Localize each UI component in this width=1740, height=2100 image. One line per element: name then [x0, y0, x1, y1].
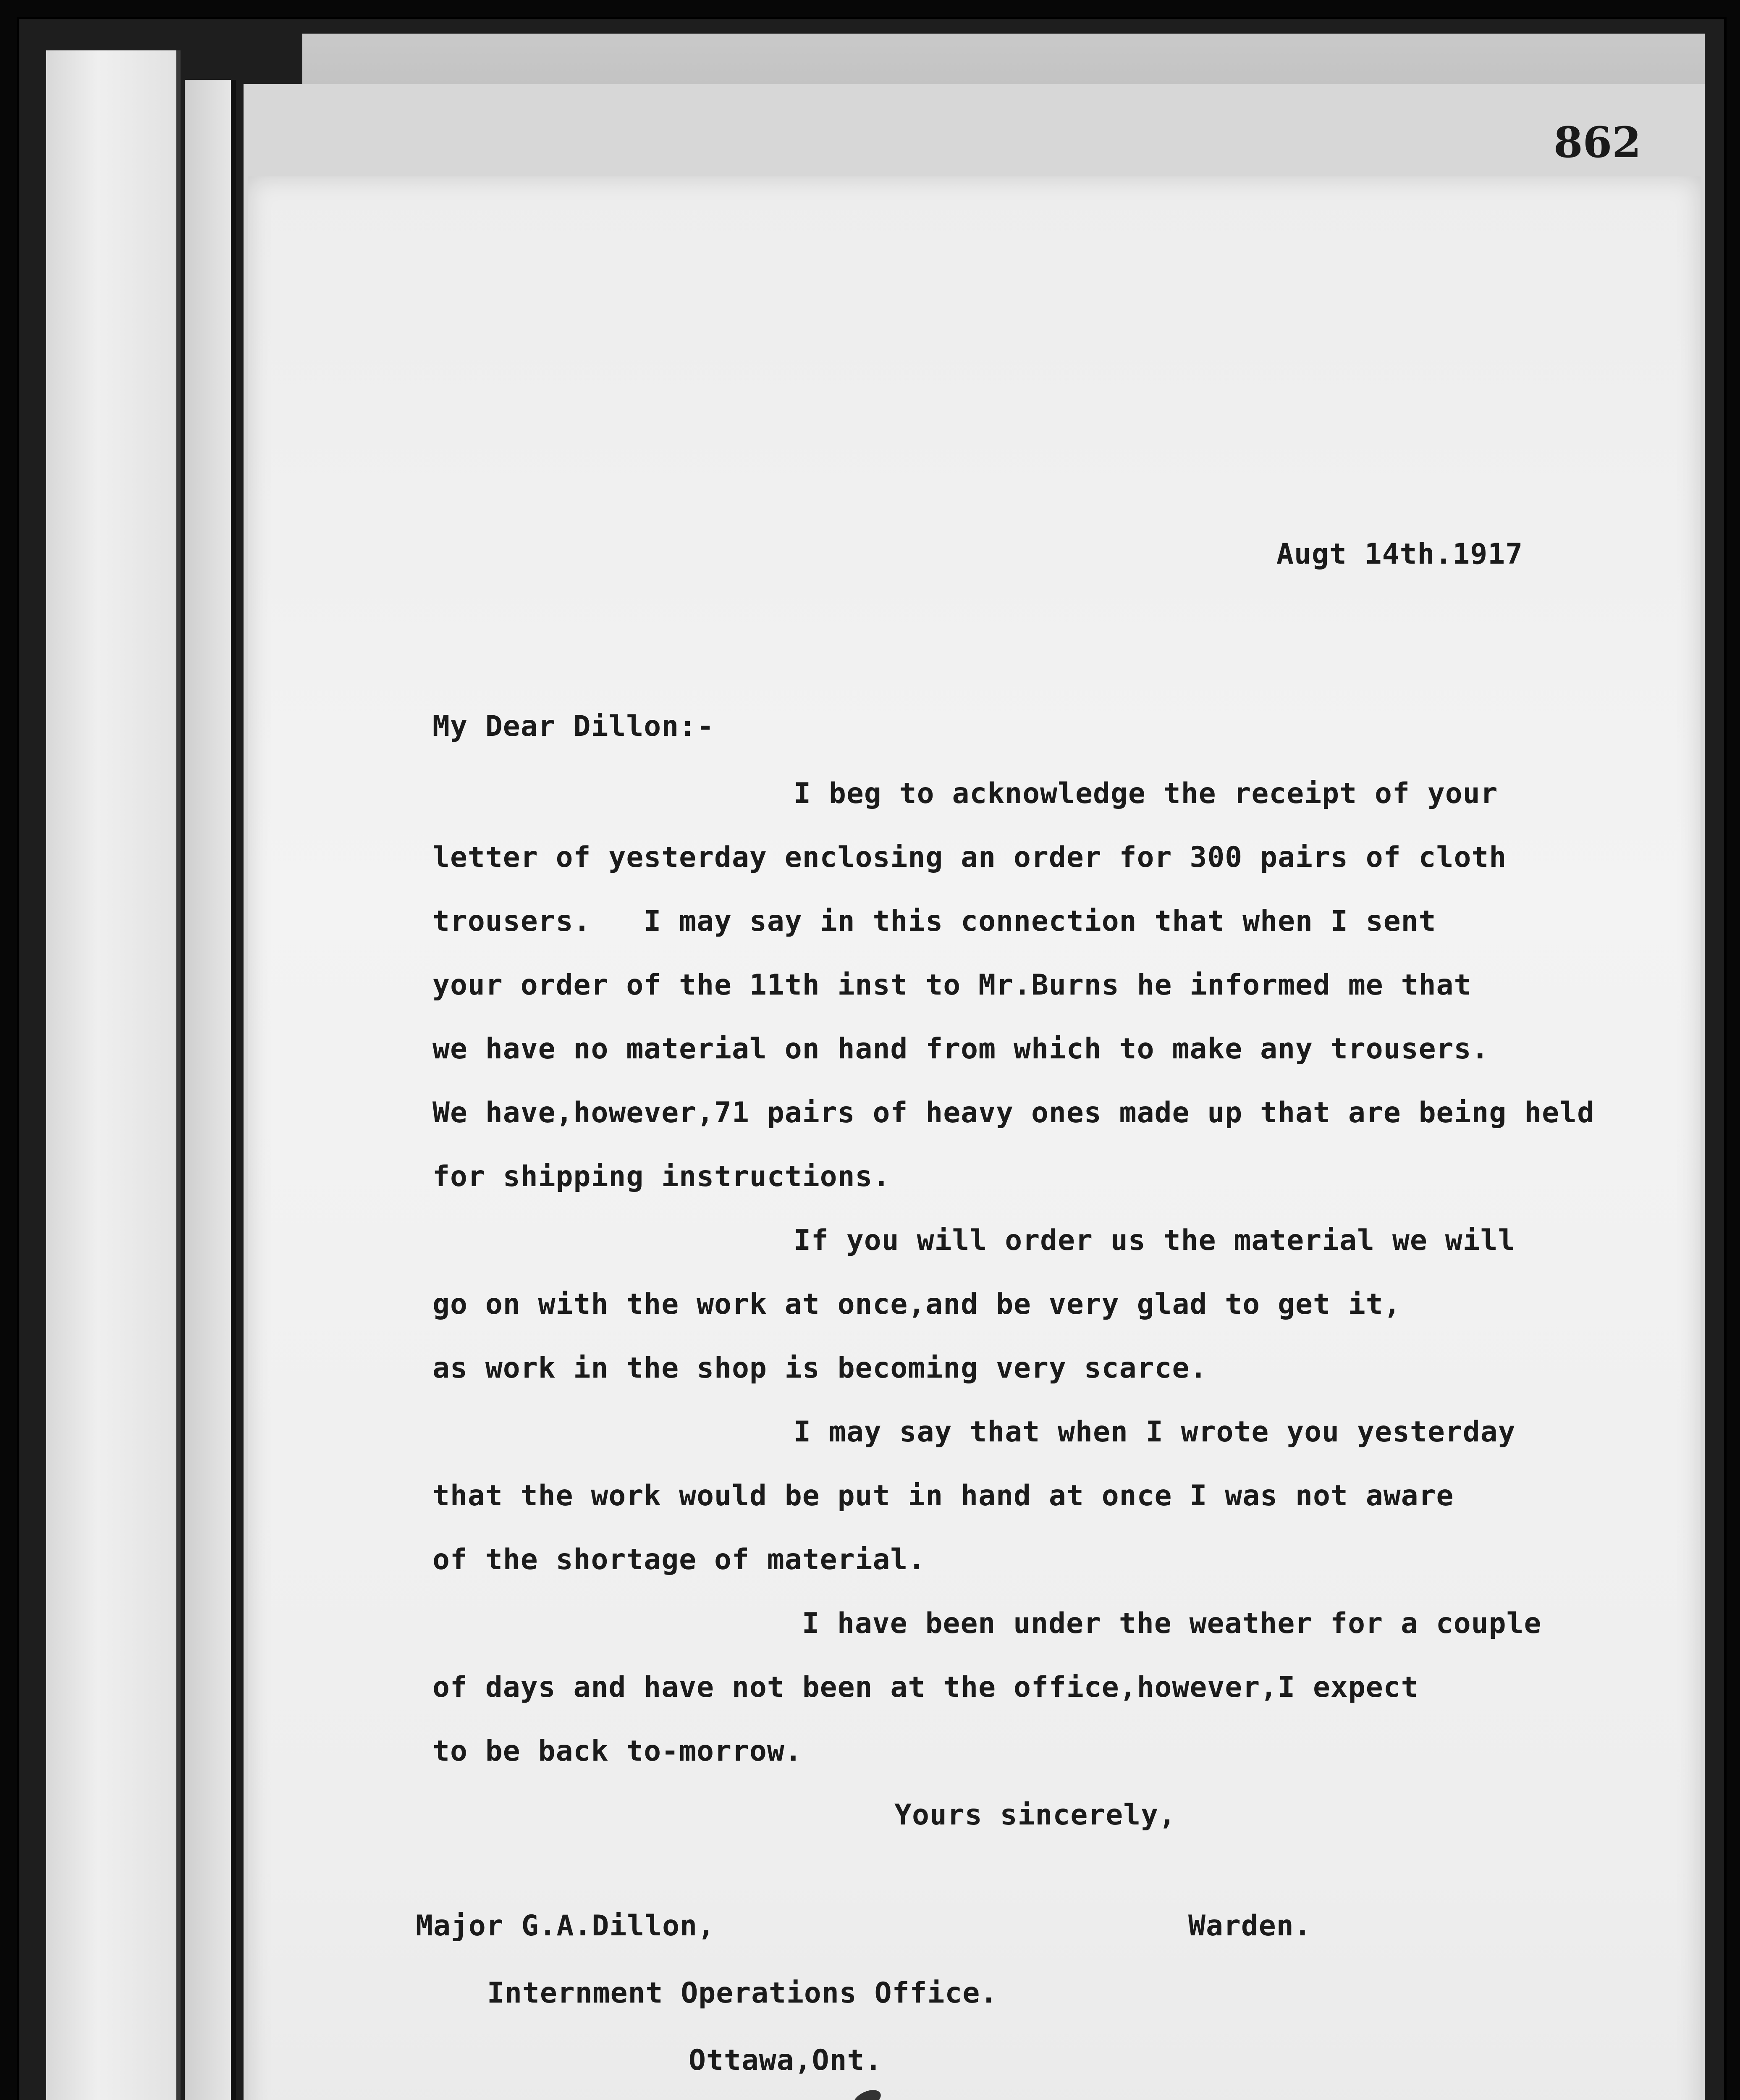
body-line: trousers. I may say in this connection that when I sent	[432, 905, 1436, 938]
body-line: I beg to acknowledge the receipt of your	[794, 777, 1498, 810]
signatory-title: Warden.	[1188, 1909, 1312, 1942]
body-line: we have no material on hand from which to make any trousers.	[432, 1032, 1489, 1066]
folder-edge-inner	[185, 80, 236, 2100]
letter-date: Augt 14th.1917	[1276, 538, 1523, 571]
body-line: as work in the shop is becoming very scarce.	[432, 1352, 1208, 1385]
body-line: of days and have not been at the office,however,I expect	[432, 1671, 1419, 1704]
body-line: go on with the work at once,and be very glad to get it,	[432, 1288, 1401, 1321]
body-line: for shipping instructions.	[432, 1160, 891, 1193]
letter-page	[248, 176, 1701, 2100]
body-line: to be back to-morrow.	[432, 1735, 802, 1768]
body-line: of the shortage of material.	[432, 1543, 926, 1576]
folio-number: 862	[1554, 118, 1641, 167]
salutation: My Dear Dillon:-	[432, 710, 715, 743]
folder-edge	[46, 50, 181, 2100]
body-line: We have,however,71 pairs of heavy ones made up that are being held	[432, 1096, 1595, 1129]
recipient-name: Major G.A.Dillon,	[416, 1909, 715, 1942]
closing: Yours sincerely,	[894, 1798, 1177, 1832]
body-line: I have been under the weather for a couple	[802, 1607, 1542, 1640]
recipient-city: Ottawa,Ont.	[689, 2044, 883, 2077]
recipient-office: Internment Operations Office.	[487, 1977, 998, 2010]
body-line: I may say that when I wrote you yesterday	[794, 1415, 1516, 1449]
body-line: letter of yesterday enclosing an order for 300 pairs of cloth	[432, 841, 1507, 874]
body-line: that the work would be put in hand at once I was not aware	[432, 1479, 1454, 1512]
body-line: If you will order us the material we will	[794, 1224, 1516, 1257]
body-line: your order of the 11th inst to Mr.Burns he informed me that	[432, 969, 1472, 1002]
